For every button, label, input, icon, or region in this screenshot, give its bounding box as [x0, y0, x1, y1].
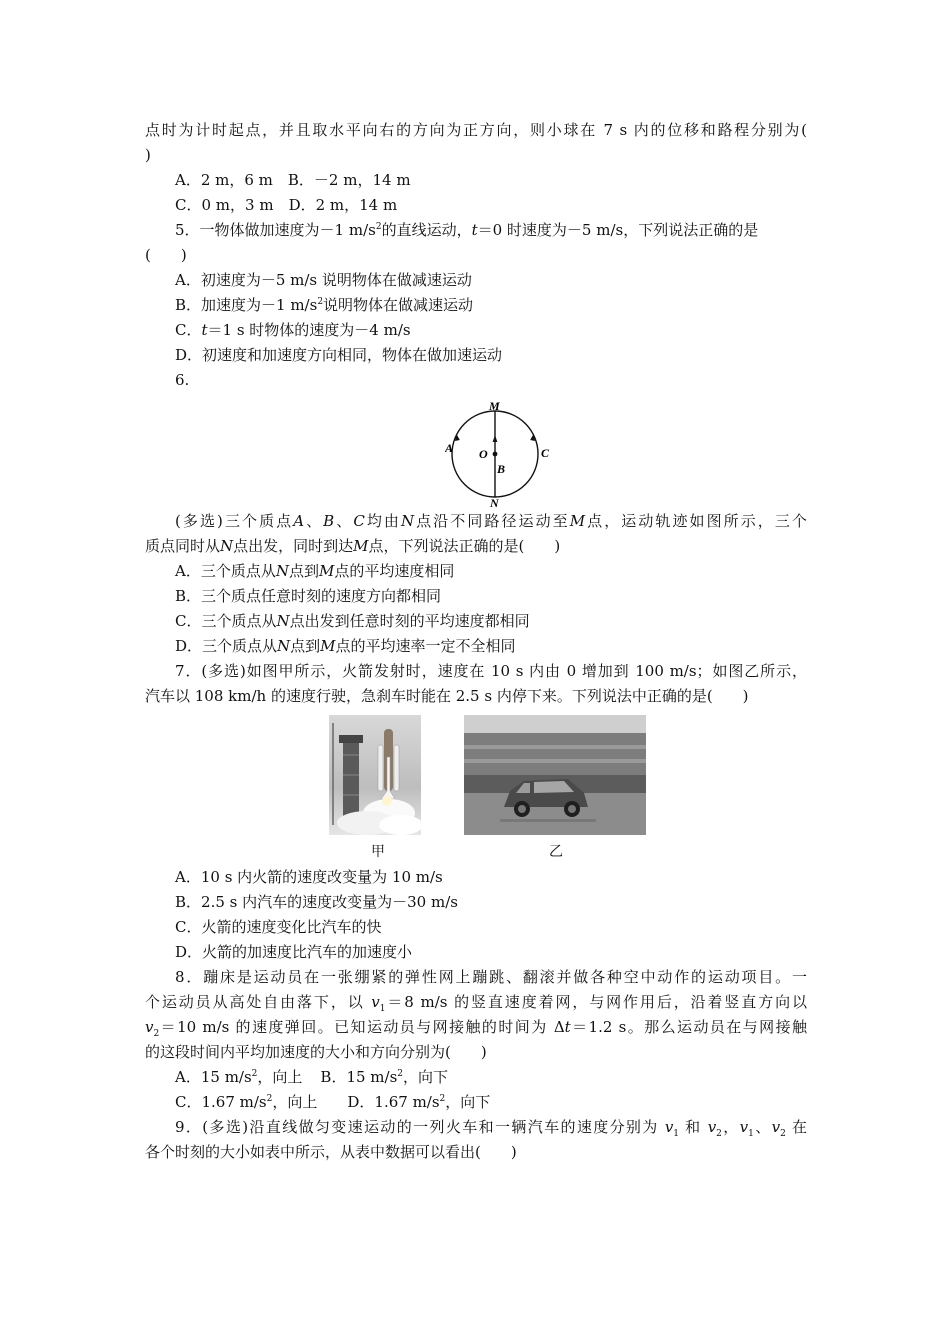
q5-option-c[interactable]: C．t＝1 s 时物体的速度为－4 m/s [175, 321, 411, 339]
q8-option-d[interactable]: D．1.67 $m/s^2$，向下 [347, 1093, 491, 1111]
q7-stem-line1: 7．(多选)如图甲所示，火箭发射时，速度在 10 s 内由 0 增加到 100 m/s；如图乙所示， [175, 662, 807, 680]
q4-stem-line1: 点时为计时起点，并且取水平向右的方向为正方向，则小球在 7 s 内的位移和路程分别为( [145, 121, 807, 139]
q4-options-row1 [145, 168, 807, 193]
q6-label-m: M [489, 399, 500, 413]
rocket-launch-photo [329, 715, 421, 835]
q6-option-a[interactable]: A．三个质点从N点到M点的平均速度相同 [175, 562, 455, 580]
q8-option-c[interactable]: C．1.67 $m/s^2$，向上 [175, 1093, 318, 1111]
q7-stem-line2: 汽车以 108 km/h 的速度行驶，急刹车时能在 2.5 s 内停下来。下列说法中正确的是( ) [145, 687, 749, 705]
caption-jia: 甲 [371, 844, 385, 860]
q5-option-d[interactable]: D．初速度和加速度方向相同，物体在做加速运动 [175, 346, 503, 364]
q6-label-b: B [497, 462, 506, 476]
q4-option-d[interactable]: D．2 m，14 m [288, 196, 398, 214]
q8-stem-line4: 的这段时间内平均加速度的大小和方向分别为( ) [145, 1043, 487, 1061]
q6-number: 6. [175, 371, 190, 389]
q7-photos [145, 715, 807, 865]
q8-option-b[interactable]: B．15 $m/s^2$，向下 [320, 1068, 449, 1086]
q8-stem-line3: $v_2=10$ m/s 的速度弹回。已知运动员与网接触的时间为 Δt＝1.2 s。那么运动员在与网接触 [145, 1018, 808, 1039]
q9-stem-line2: 各个时刻的大小如表中所示，从表中数据可以看出( ) [145, 1143, 517, 1161]
q8-option-a[interactable]: A．15 $m/s^2$，向上 [175, 1068, 303, 1086]
q5-option-a[interactable]: A．初速度为－5 m/s 说明物体在做减速运动 [175, 271, 472, 289]
q4-options-row2 [145, 193, 807, 218]
q6-stem-line1: (多选)三个质点A、B、C均由N点沿不同路径运动至M点，运动轨迹如图所示，三个 [175, 512, 807, 530]
q6-circle-figure [445, 397, 565, 509]
q6-option-b[interactable]: B．三个质点任意时刻的速度方向都相同 [175, 587, 442, 605]
q5-stem-line1: 5．一物体做加速度为－1 $m/s^2$的直线运动，t＝0 时速度为－5 m/s，下列说法正确的是 [175, 221, 759, 239]
q4-option-b[interactable]: B．－2 m，14 m [287, 171, 411, 189]
q6-stem-line2: 质点同时从N点出发，同时到达M点，下列说法正确的是( ) [145, 537, 561, 555]
q8-options-row1 [145, 1065, 807, 1090]
q5-stem-line2: ( ) [145, 246, 187, 264]
q4-option-a[interactable]: A．2 m，6 m [175, 171, 273, 189]
worksheet-page [145, 118, 807, 1165]
q6-label-a: A [445, 441, 454, 455]
q4-option-c[interactable]: C．0 m，3 m [175, 196, 274, 214]
q7-option-c[interactable]: C．火箭的速度变化比汽车的快 [175, 918, 382, 936]
q7-option-b[interactable]: B．2.5 s 内汽车的速度改变量为－30 m/s [175, 893, 458, 911]
q6-option-d[interactable]: D．三个质点从N点到M点的平均速率一定不全相同 [175, 637, 516, 655]
caption-yi: 乙 [549, 844, 563, 860]
q6-option-c[interactable]: C．三个质点从N点出发到任意时刻的平均速度都相同 [175, 612, 530, 630]
q6-label-o: O [479, 447, 488, 461]
q5-option-b[interactable]: B．加速度为－1 $m/s^2$说明物体在做减速运动 [175, 296, 474, 314]
q6-label-n: N [490, 496, 499, 509]
q4-stem-line2: ) [145, 146, 151, 164]
q7-option-a[interactable]: A．10 s 内火箭的速度改变量为 10 m/s [175, 868, 443, 886]
q6-label-c: C [541, 446, 550, 460]
q8-stem-line1: 8．蹦床是运动员在一张绷紧的弹性网上蹦跳、翻滚并做各种空中动作的运动项目。一 [175, 968, 807, 986]
car-photo [464, 715, 646, 835]
q8-options-row2 [145, 1090, 807, 1115]
q8-stem-line2: 个运动员从高处自由落下，以 $v_1=8$ m/s 的竖直速度着网，与网作用后，沿着竖直方向以 [145, 993, 807, 1014]
q7-option-d[interactable]: D．火箭的加速度比汽车的加速度小 [175, 943, 413, 961]
q9-stem-line1: 9．(多选)沿直线做匀变速运动的一列火车和一辆汽车的速度分别为 $v_1$ 和 $v_2$，$v_1$、$v_2$ 在 [175, 1118, 807, 1139]
